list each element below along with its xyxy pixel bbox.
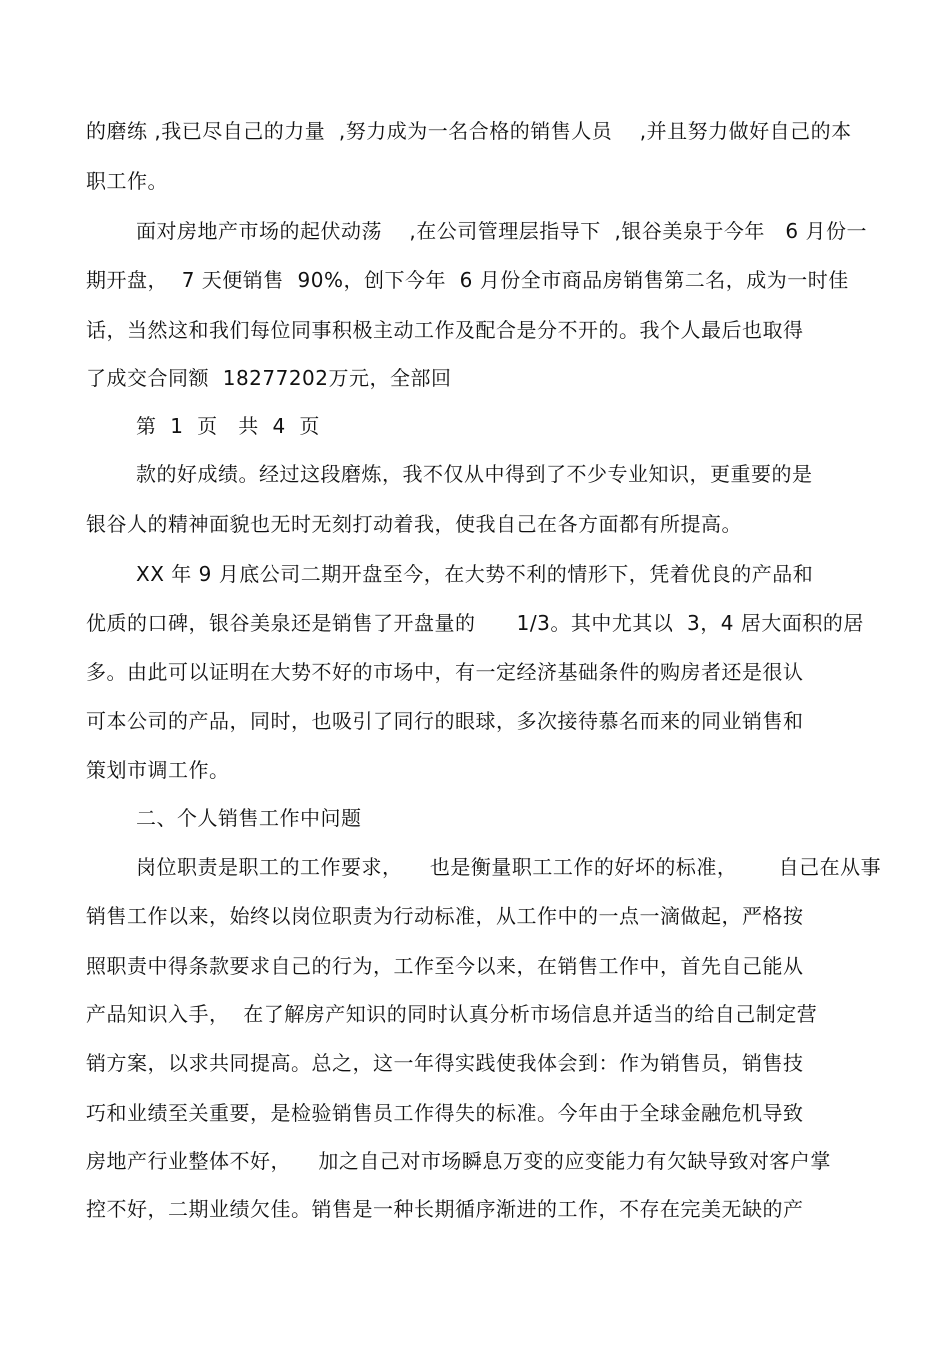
text-line: XX 年 9 月底公司二期开盘至今，在大势不利的情形下，凭着优良的产品和: [136, 562, 814, 586]
text-line: 销方案，以求共同提高。总之，这一年得实践使我体会到：作为销售员，销售技: [86, 1051, 804, 1075]
text-line: 银谷人的精神面貌也无时无刻打动着我，使我自己在各方面都有所提高。: [86, 512, 742, 536]
text-line: 多。由此可以证明在大势不好的市场中，有一定经济基础条件的购房者还是很认: [86, 660, 804, 684]
text-line: 房地产行业整体不好， 加之自己对市场瞬息万变的应变能力有欠缺导致对客户掌: [86, 1149, 831, 1173]
text-line: 巧和业绩至关重要，是检验销售员工作得失的标准。今年由于全球金融危机导致: [86, 1101, 804, 1125]
text-line: 了成交合同额 18277202万元，全部回: [86, 366, 452, 390]
text-line: 可本公司的产品，同时，也吸引了同行的眼球，多次接待慕名而来的同业销售和: [86, 709, 804, 733]
text-line: 优质的口碑，银谷美泉还是销售了开盘量的 1/3。其中尤其以 3，4 居大面积的居: [86, 611, 864, 635]
text-line: 控不好，二期业绩欠佳。销售是一种长期循序渐进的工作，不存在完美无缺的产: [86, 1197, 804, 1221]
text-line: 岗位职责是职工的工作要求， 也是衡量职工工作的好坏的标准， 自己在从事: [136, 855, 882, 879]
text-line: 销售工作以来，始终以岗位职责为行动标准，从工作中的一点一滴做起，严格按: [86, 904, 804, 928]
text-line: 的磨练 ,我已尽自己的力量 ,努力成为一名合格的销售人员 ,并且努力做好自己的本: [86, 119, 852, 143]
page-number: 第 1 页 共 4 页: [136, 414, 320, 438]
text-line: 职工作。: [86, 169, 168, 193]
text-line: 面对房地产市场的起伏动荡 ,在公司管理层指导下 ,银谷美泉于今年 6 月份一: [136, 219, 868, 243]
text-line: 产品知识入手， 在了解房产知识的同时认真分析市场信息并适当的给自己制定营: [86, 1002, 818, 1026]
text-line: 期开盘， 7 天便销售 90%，创下今年 6 月份全市商品房销售第二名，成为一时佳: [86, 268, 849, 292]
text-line: 款的好成绩。经过这段磨炼，我不仅从中得到了不少专业知识，更重要的是: [136, 462, 813, 486]
section-heading: 二、个人销售工作中问题: [136, 806, 362, 830]
text-line: 策划市调工作。: [86, 758, 230, 782]
text-line: 照职责中得条款要求自己的行为，工作至今以来，在销售工作中，首先自己能从: [86, 954, 804, 978]
text-line: 话，当然这和我们每位同事积极主动工作及配合是分不开的。我个人最后也取得: [86, 318, 804, 342]
